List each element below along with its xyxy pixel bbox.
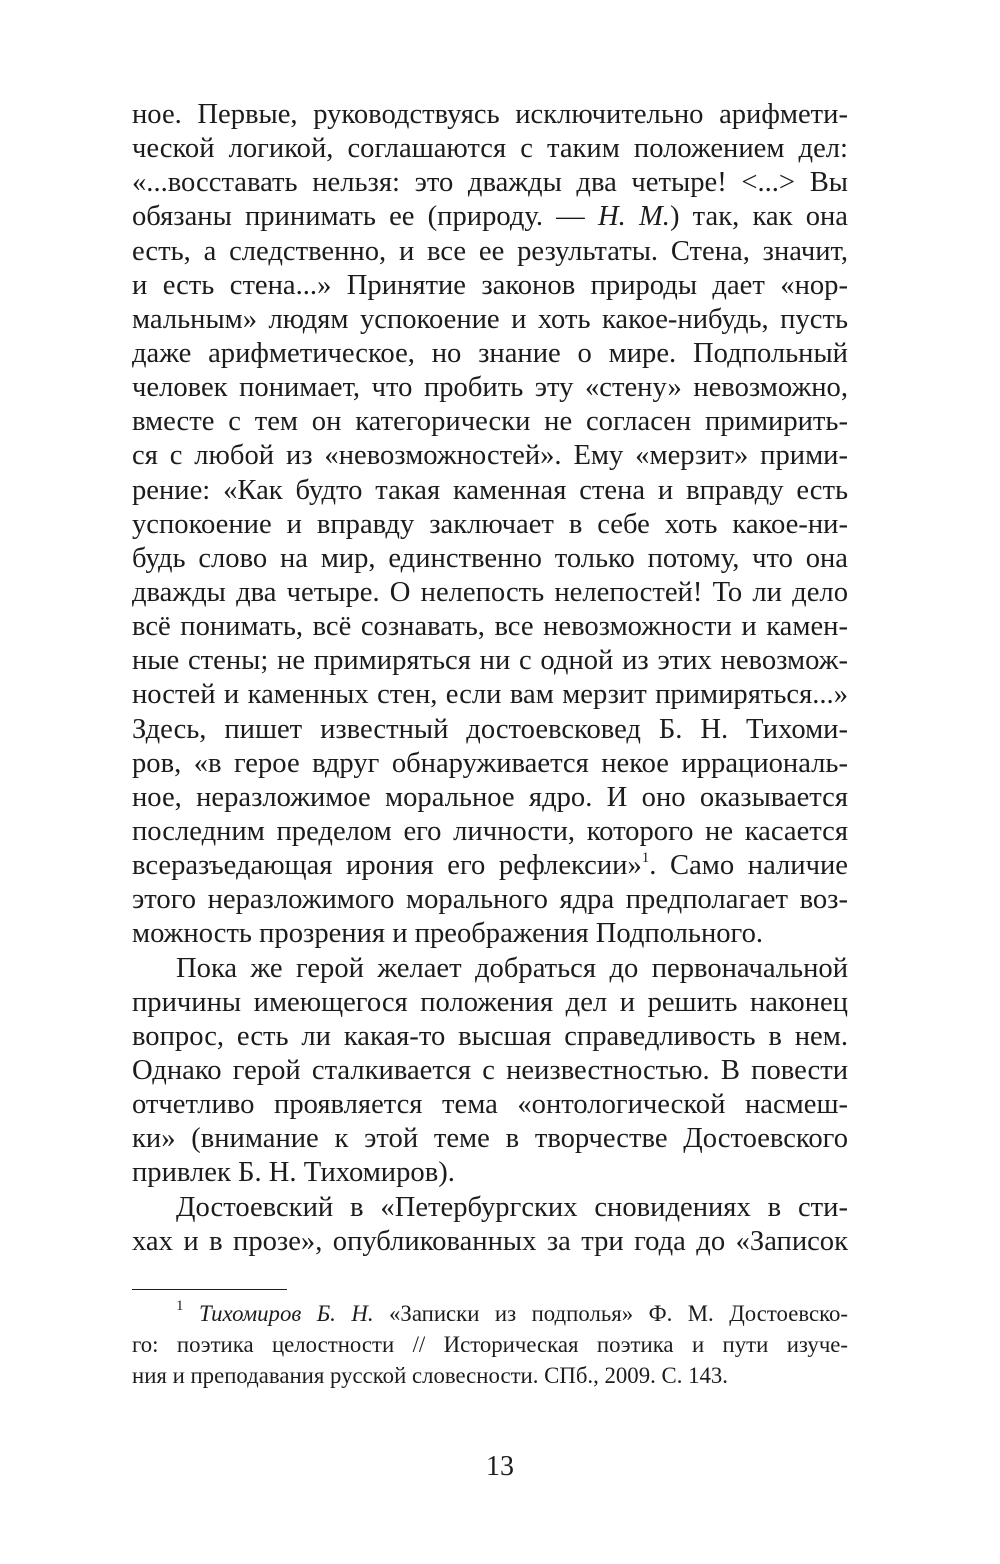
text-line: ся с любой из «невозможностей». Ему «мерзит» прими- (132, 440, 848, 472)
text-line: будь слово на мир, единственно только потому, что она (132, 542, 848, 574)
text-fragment: всеразъедающая ирония его рефлексии» (132, 850, 642, 882)
text-line: рение: «Как будто такая каменная стена и вправду есть (132, 474, 848, 506)
text-line: мальным» людям успокоение и хоть какое-нибудь, пусть (132, 303, 848, 335)
text-line: причины имеющегося положения дел и решить наконец (132, 986, 848, 1018)
text-line: ки» (внимание к этой теме в творчестве Достоевского (132, 1123, 848, 1155)
text-line: ные стены; не примиряться ни с одной из этих невозмож- (132, 645, 848, 677)
footnote-line (132, 1298, 848, 1329)
text-line: успокоение и вправду заключает в себе хоть какое-ни- (132, 508, 848, 540)
footnote-divider (132, 1289, 287, 1290)
footnote-title: «Записки из подполья» Ф. М. Достоевско- (373, 1301, 848, 1326)
text-line: ное, неразложимое моральное ядро. И оно оказывается (132, 781, 848, 813)
text-line: Однако герой сталкивается с неизвестностью. В повести (132, 1054, 848, 1086)
footnote-reference[interactable]: 1 (641, 849, 650, 866)
text-line: «...восставать нельзя: это дважды два четыре! <...> Вы (132, 167, 848, 199)
text-line: всё понимать, всё сознавать, все невозможности и камен- (132, 611, 848, 643)
text-line: привлек Б. Н. Тихомиров). (132, 1157, 455, 1189)
paragraph-first-line: Пока же герой желает добраться до первоначальной (176, 952, 848, 984)
text-line: есть, а следственно, и все ее результаты. Стена, значит, (132, 235, 848, 267)
text-fragment: ) так, как она (669, 201, 848, 233)
footnote-line: ния и преподавания русской словесности. СПб., 2009. С. 143. (132, 1363, 729, 1388)
text-line: можность прозрения и преображения Подпольного. (132, 918, 764, 950)
footnote-author: Тихомиров Б. Н. (198, 1301, 374, 1326)
paragraph-first-line: Достоевский в «Петербургских сновидениях в сти- (176, 1191, 848, 1223)
text-line: ностей и каменных стен, если вам мерзит примиряться...» (132, 679, 848, 711)
text-line: хах и в прозе», опубликованных за три года до «Записок (132, 1225, 848, 1257)
text-line: и есть стена...» Принятие законов природы дает «нор- (132, 269, 848, 301)
page-number: 13 (486, 1451, 514, 1482)
text-line: Здесь, пишет известный достоевсковед Б. Н. Тихоми- (132, 713, 848, 745)
text-line: ческой логикой, соглашаются с таким положением дел: (132, 133, 848, 165)
text-line: ров, «в герое вдруг обнаруживается некое иррациональ- (132, 747, 848, 779)
text-line: последним пределом его личности, которого не касается (132, 815, 848, 847)
text-line: отчетливо проявляется тема «онтологической насмеш- (132, 1089, 848, 1121)
footnote-marker: 1 (176, 1298, 184, 1315)
text-line: этого неразложимого морального ядра предполагает воз- (132, 884, 848, 916)
main-text (132, 98, 848, 1259)
text-fragment: обязаны принимать ее (природу. — (132, 201, 598, 233)
text-line (132, 849, 848, 883)
text-line: вместе с тем он категорически не согласен примирить- (132, 406, 848, 438)
editor-initials: Н. М. (597, 201, 670, 233)
text-line: дважды два четыре. О нелепость нелепостей! То ли дело (132, 576, 848, 608)
text-fragment: . Само наличие (649, 850, 848, 882)
footnote-line: го: поэтика целостности // Историческая поэтика и пути изуче- (132, 1332, 848, 1357)
text-line: человек понимает, что пробить эту «стену» невозможно, (132, 372, 848, 404)
footnote (132, 1298, 848, 1391)
text-line: вопрос, есть ли какая-то высшая справедливость в нем. (132, 1020, 848, 1052)
text-line (132, 200, 848, 234)
text-line: даже арифметическое, но знание о мире. Подпольный (132, 337, 848, 369)
text-line: ное. Первые, руководствуясь исключительно арифмети- (132, 99, 848, 130)
